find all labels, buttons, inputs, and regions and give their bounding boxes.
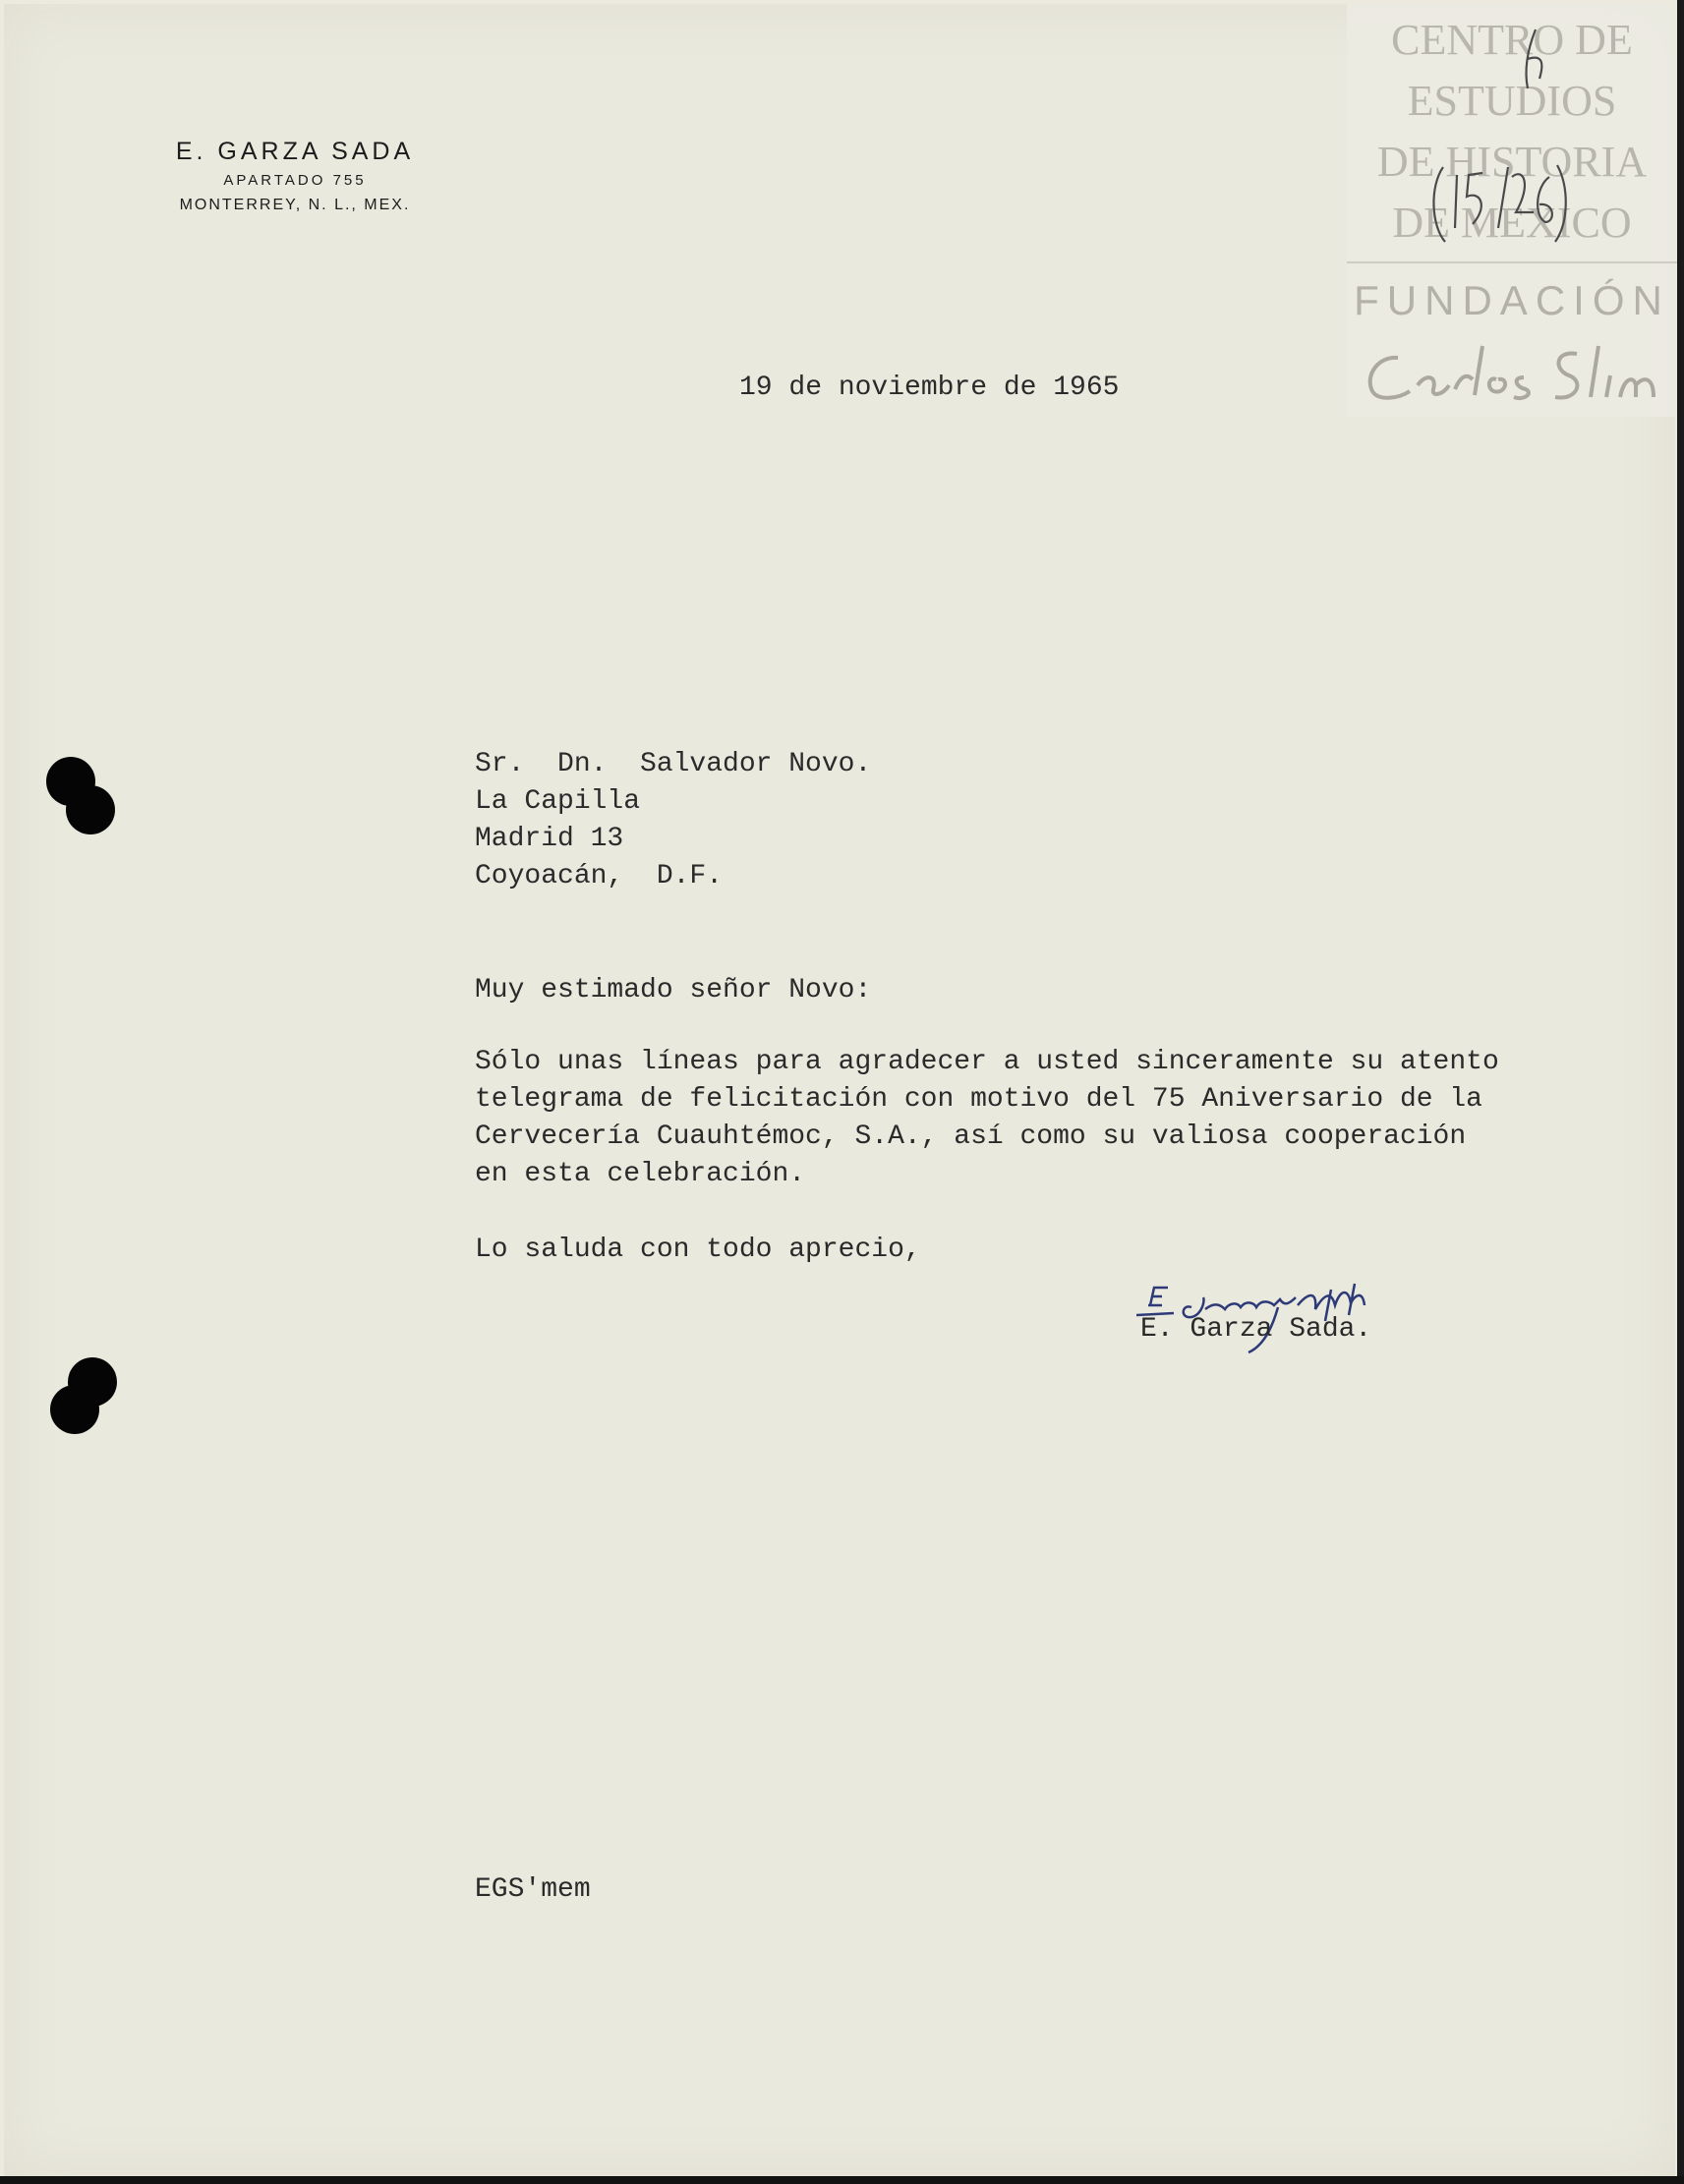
- stamp-divider: [1347, 261, 1677, 263]
- stamp-fundacion: FUNDACIÓN: [1354, 277, 1670, 323]
- body-line: Cervecería Cuauhtémoc, S.A., así como su valiosa cooperación: [475, 1121, 1467, 1152]
- salutation: Muy estimado señor Novo:: [475, 975, 872, 1006]
- stamp-centro-line: DE MEXICO: [1392, 199, 1632, 247]
- pencil-annotation: [1425, 20, 1573, 256]
- letterhead-city: MONTERREY, N. L., MEX.: [179, 197, 411, 213]
- scan-edge-right: [1677, 0, 1684, 2184]
- body-line: Sólo unas líneas para agradecer a usted sinceramente su atento: [475, 1047, 1499, 1077]
- stamp-centro-line: CENTRO DE: [1391, 16, 1633, 64]
- letterhead: [147, 138, 442, 214]
- body-line: telegrama de felicitación con motivo del 75 Aniversario de la: [475, 1084, 1482, 1115]
- scan-edge-bottom: [0, 2176, 1684, 2184]
- recipient-address: [475, 746, 871, 895]
- letterhead-box: APARTADO 755: [223, 172, 367, 189]
- letterhead-name: E. GARZA SADA: [175, 138, 415, 165]
- address-line: La Capilla: [475, 786, 641, 817]
- stamp-centro-line: ESTUDIOS: [1407, 77, 1617, 125]
- letter-date: 19 de noviembre de 1965: [739, 373, 1120, 403]
- body-line: en esta celebración.: [475, 1159, 806, 1189]
- closing: Lo saluda con todo aprecio,: [475, 1235, 921, 1265]
- hole-punch-bottom: [39, 1349, 128, 1447]
- signer-name: E. Garza Sada.: [1140, 1314, 1372, 1345]
- address-line: Madrid 13: [475, 824, 624, 854]
- address-line: Sr. Dn. Salvador Novo.: [475, 749, 872, 779]
- address-line: Coyoacán, D.F.: [475, 861, 724, 891]
- stamp-centro-line: DE HISTORIA: [1376, 138, 1648, 186]
- stamp-signature-logo: [1359, 336, 1669, 415]
- reference-initials: EGS'mem: [475, 1874, 591, 1905]
- hole-punch-top: [39, 749, 128, 847]
- body-paragraph: [475, 1044, 1596, 1193]
